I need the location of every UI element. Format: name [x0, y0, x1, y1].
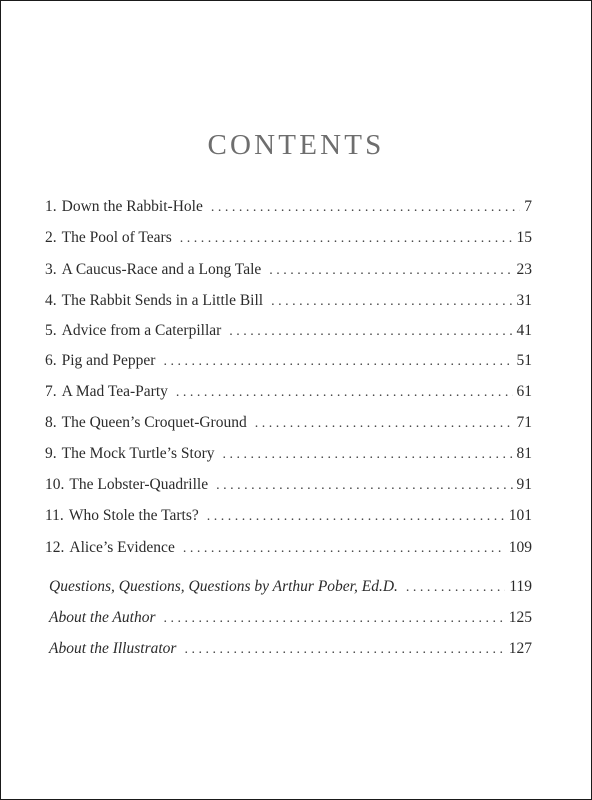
toc-entry-questions[interactable] — [49, 577, 532, 597]
entry-title: Questions, Questions, Questions by Arthur Pober, Ed.D. — [49, 578, 398, 595]
page-number: 125 — [508, 609, 532, 626]
toc-entry-chapter-4[interactable] — [45, 291, 532, 311]
page-number: 15 — [516, 229, 532, 246]
page-number: 91 — [516, 476, 532, 493]
toc-entry-chapter-12[interactable] — [45, 538, 532, 558]
chapter-title: The Mock Turtle’s Story — [61, 445, 215, 462]
chapter-number: 10. — [45, 476, 65, 493]
chapter-number: 12. — [45, 539, 65, 556]
page-number: 127 — [508, 640, 532, 657]
entry-title: About the Author — [49, 609, 156, 626]
page-number: 51 — [516, 352, 532, 369]
dot-leader — [255, 414, 513, 434]
dot-leader — [211, 198, 520, 218]
dot-leader — [184, 640, 504, 660]
page-number: 81 — [516, 445, 532, 462]
chapter-title: Down the Rabbit-Hole — [61, 198, 203, 215]
dot-leader — [406, 578, 505, 598]
toc-entry-chapter-8[interactable] — [45, 413, 532, 433]
toc-entry-about-illustrator[interactable] — [49, 639, 532, 659]
chapter-title: A Mad Tea-Party — [61, 383, 168, 400]
chapter-number: 11. — [45, 507, 64, 524]
dot-leader — [271, 292, 512, 312]
page-number: 31 — [516, 292, 532, 309]
page-number: 109 — [508, 539, 532, 556]
toc-entry-chapter-10[interactable] — [45, 475, 532, 495]
page-number: 119 — [509, 578, 532, 595]
entry-title: About the Illustrator — [49, 640, 177, 657]
toc-entry-chapter-9[interactable] — [45, 444, 532, 464]
chapter-number: 3. — [45, 261, 57, 278]
page-title: CONTENTS — [207, 129, 385, 161]
dot-leader — [176, 383, 513, 403]
page-number: 61 — [516, 383, 532, 400]
page-number: 101 — [508, 507, 532, 524]
dot-leader — [222, 445, 512, 465]
chapter-title: Who Stole the Tarts? — [68, 507, 199, 524]
chapter-title: Advice from a Caterpillar — [61, 322, 222, 339]
page-number: 71 — [516, 414, 532, 431]
toc-entry-chapter-1[interactable] — [45, 197, 532, 217]
page-number: 23 — [516, 261, 532, 278]
page-number: 7 — [524, 198, 532, 215]
chapter-title: A Caucus-Race and a Long Tale — [61, 261, 262, 278]
chapter-title: The Rabbit Sends in a Little Bill — [61, 292, 264, 309]
chapter-number: 6. — [45, 352, 57, 369]
toc-entry-chapter-7[interactable] — [45, 382, 532, 402]
toc-entry-chapter-3[interactable] — [45, 260, 532, 280]
chapter-title: The Queen’s Croquet-Ground — [61, 414, 247, 431]
toc-entry-about-author[interactable] — [49, 608, 532, 628]
toc-entry-chapter-5[interactable] — [45, 321, 532, 341]
page-number: 41 — [516, 322, 532, 339]
toc-entry-chapter-11[interactable] — [45, 506, 532, 526]
chapter-title: Pig and Pepper — [61, 352, 156, 369]
toc-entry-chapter-2[interactable] — [45, 228, 532, 248]
chapter-number: 2. — [45, 229, 57, 246]
chapter-number: 5. — [45, 322, 57, 339]
chapter-number: 7. — [45, 383, 57, 400]
chapter-title: Alice’s Evidence — [69, 539, 175, 556]
dot-leader — [229, 322, 512, 342]
chapter-number: 9. — [45, 445, 57, 462]
dot-leader — [216, 476, 512, 496]
dot-leader — [183, 539, 505, 559]
table-of-contents — [1, 1, 591, 799]
dot-leader — [269, 261, 512, 281]
chapter-title: The Lobster-Quadrille — [69, 476, 209, 493]
chapter-number: 8. — [45, 414, 57, 431]
chapter-number: 1. — [45, 198, 57, 215]
dot-leader — [164, 609, 505, 629]
toc-entry-chapter-6[interactable] — [45, 351, 532, 371]
dot-leader — [207, 507, 505, 527]
chapter-number: 4. — [45, 292, 57, 309]
chapter-title: The Pool of Tears — [61, 229, 172, 246]
dot-leader — [163, 352, 512, 372]
dot-leader — [180, 229, 513, 249]
